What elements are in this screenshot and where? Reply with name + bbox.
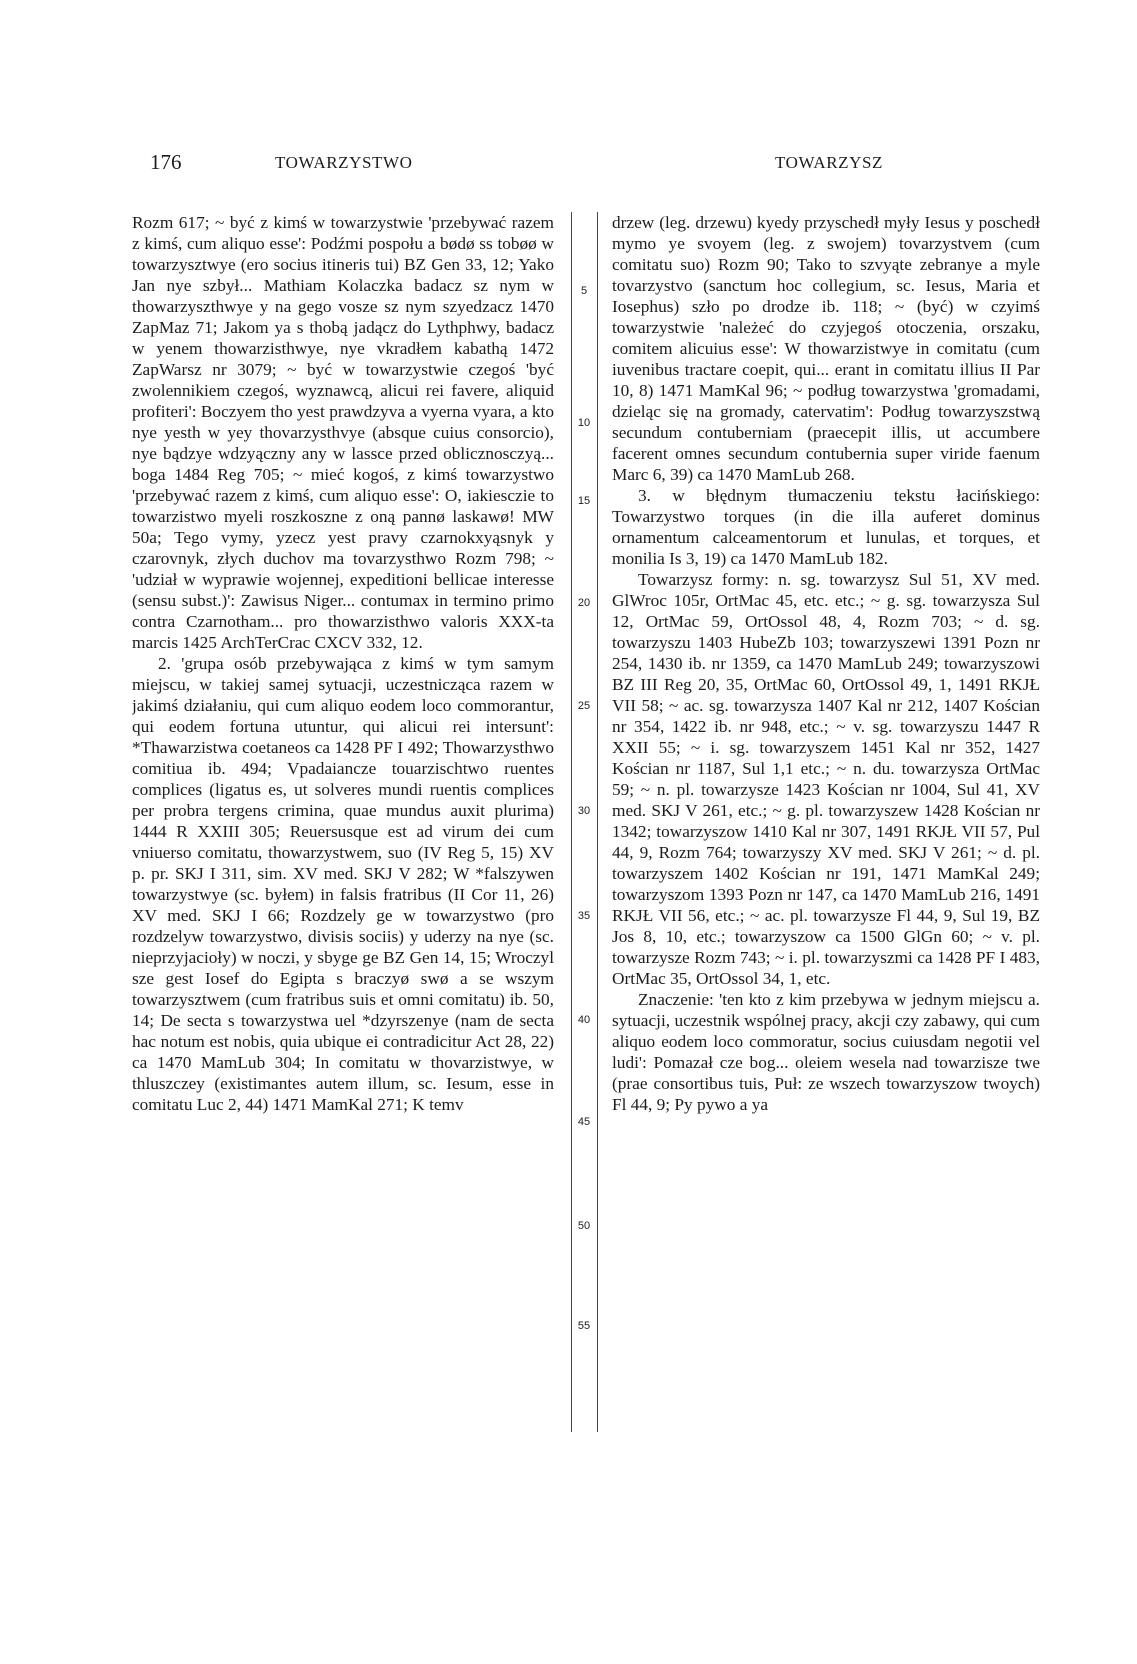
right-running-head: TOWARZYSZ — [775, 153, 884, 172]
left-paragraph-2: 2. 'grupa osób przebywająca z kimś w tym samym miejscu, w takiej samej sytuacji, uczestnicząca razem w jakimś działaniu, qui cum aliquo eodem loco commorantur, qui eodem fortuna utuntur, qui alicui rei intersunt': *Thawarzistwa coetaneos ca 1428 PF I 492; Thowarzysthwo comitiua ib. 494; Vpadaiancze touarzischtwo ruentes complices (ligatus es, ut solveres mundi ruentis complices per probra tergens crimina, quae mundus auxit plurima) 1444 R XXIII 305; Reuersusque est ad virum dei cum vniuerso comitatu, thowarzystwem, suo (IV Reg 5, 15) XV p. pr. SKJ I 311, sim. XV med. SKJ V 282; W *falszywen towarzystwye (sc. byłem) in falsis fratribus (II Cor 11, 26) XV med. SKJ I 66; Rozdzely ge w towarzystwo (pro rozdzelyw towarzystwo, divisis sociis) y uderzy na nye (sc. nieprzyjacioły) w noczi, y sbyge ge BZ Gen 14, 15; Wroczyl sze gest Iosef do Egipta s braczyø swø a se wszym towarzysztwem (cum fratribus suis et omni comitatu) ib. 50, 14; De secta s towarzystwa uel *dzyrszenye (nam de secta hac notum est nobis, quia ubique ei contradicitur Act 28, 22) ca 1470 MamLub 304; In comitatu w thovarzistwye, w thluszczey (existimantes autem illum, sc. Iesum, esse in comitatu Luc 2, 44) 1471 MamKal 271; K temv — [132, 654, 554, 1114]
line-number: 20 — [577, 597, 591, 609]
line-number: 25 — [577, 700, 591, 712]
page-header — [0, 150, 1137, 180]
line-number: 30 — [577, 805, 591, 817]
line-number: 5 — [580, 285, 588, 297]
right-paragraph-2: 3. w błędnym tłumaczeniu tekstu łacińskiego: Towarzystwo torques (in die illa auferet dominus ornamentum calceamentorum et lunulas, et torques, et monilia Is 3, 19) ca 1470 MamLub 182. — [612, 486, 1040, 568]
right-paragraph-3: Towarzysz formy: n. sg. towarzysz Sul 51, XV med. GlWroc 105r, OrtMac 45, etc. etc.; ~ g. sg. towarzysza Sul 12, OrtMac 59, OrtOssol 48, 4, Rozm 703; ~ d. sg. towarzyszu 1403 HubeZb 103; towarzyszewi 1391 Pozn nr 254, 1430 ib. nr 1359, ca 1470 MamLub 249; towarzyszowi BZ III Reg 20, 35, OrtMac 60, OrtOssol 49, 1, 1491 RKJŁ VII 58; ~ ac. sg. towarzysza 1407 Kal nr 212, 1407 Kościan nr 354, 1422 ib. nr 948, etc.; ~ v. sg. towarzyszu 1447 R XXII 55; ~ i. sg. towarzyszem 1451 Kal nr 352, 1427 Kościan nr 1187, Sul 1,1 etc.; ~ n. du. towarzysza OrtMac 59; ~ n. pl. towarzysze 1423 Kościan nr 1004, Sul 41, XV med. SKJ V 261, etc.; ~ g. pl. towarzyszew 1428 Kościan nr 1342; towarzyszow 1410 Kal nr 307, 1491 RKJŁ VII 57, Pul 44, 9, Rozm 764; towarzyszy XV med. SKJ V 261; ~ d. pl. towarzyszem 1402 Kościan nr 191, 1471 MamKal 249; towarzyszom 1393 Pozn nr 147, ca 1470 MamLub 216, 1491 RKJŁ VII 56, etc.; ~ ac. pl. towarzysze Fl 44, 9, Sul 19, BZ Jos 8, 10, etc.; towarzyszow ca 1500 GlGn 60; ~ v. pl. towarzysze Rozm 743; ~ i. pl. towarzyszmi ca 1428 PF I 483, OrtMac 35, OrtOssol 34, 1, etc. — [612, 570, 1040, 988]
line-number: 15 — [577, 495, 591, 507]
left-running-head: TOWARZYSTWO — [275, 153, 413, 172]
line-number: 35 — [577, 910, 591, 922]
line-number: 45 — [577, 1116, 591, 1128]
right-paragraph-4: Znaczenie: 'ten kto z kim przebywa w jednym miejscu a. sytuacji, uczestnik wspólnej pracy, akcji czy zabawy, qui cum aliquo eodem loco commoratur, socius cuiusdam negotii vel ludi': Pomazał cze bog... oleiem wesela nad towarzisze twe (prae consortibus tuis, Puł: ze wszech towarzyszow twoych) Fl 44, 9; Py pywo a ya — [612, 990, 1040, 1114]
line-number: 10 — [577, 417, 591, 429]
line-number: 55 — [577, 1320, 591, 1332]
column-rule-left — [571, 212, 572, 1432]
right-paragraph-1: drzew (leg. drzewu) kyedy przyschedł myły Iesus y poschedł mymo ye svoyem (leg. z swojem) tovarzystvem (cum comitatu suo) Rozm 90; Tako to szvyąte zebranye a myle tovarzystvo (sanctum hoc collegium, sc. Iesus, Maria et Iosephus) szło po drodze ib. 118; ~ (być) w czyimś towarzystwie 'należeć do czyjegoś otoczenia, orszaku, comitem alicuius esse': W thowarzistwye in comitatu (cum iuvenibus tractare coepit, qui... erant in comitatu illius II Par 10, 8) 1471 MamKal 96; ~ podług towarzystwa 'gromadami, dzieląc się na gromady, catervatim': Podług towarzyszstwą secundum contuberniam (praecepit illis, ut accumbere facerent omnes secundum contubernia super viride faenum Marc 6, 39) ca 1470 MamLub 268. — [612, 213, 1040, 484]
left-column — [132, 212, 554, 1430]
line-number: 50 — [577, 1220, 591, 1232]
column-rule-right — [597, 212, 598, 1432]
page-number: 176 — [150, 150, 182, 174]
line-number: 40 — [577, 1014, 591, 1026]
right-column — [612, 212, 1040, 1430]
left-paragraph-1: Rozm 617; ~ być z kimś w towarzystwie 'przebywać razem z kimś, cum aliquo esse': Podźmi pospołu a bødø ss tobøø w towarzysztwye (ero socius itineris tui) BZ Gen 33, 12; Yako Jan nye szbył... Mathiam Kolaczka badacz sz nym w thowarzyszthwye y na gego vosze sz nym szyedzacz 1470 ZapMaz 71; Jakom ya s thobą jadącz do Lythphwy, badacz w yenem thowarzisthwye, nye vkradłem kabathą 1472 ZapWarsz nr 3079; ~ być w towarzystwie czegoś 'być zwolennikiem czegoś, wyznawcą, alicui rei favere, aliquid profiteri': Boczyem tho yest prawdzyva a vyerna vyara, a kto nye yesth w yey thovarzysthvye (absque cuius consorcio), nye bądzye wdzyączny any w lassce przed oblicznosczyą... boga 1484 Reg 705; ~ mieć kogoś, z kimś towarzystwo 'przebywać razem z kimś, cum aliquo esse': O, iakiesczie to towarzistwo myeli roszkoszne z oną pannø laskawø! MW 50a; Tego vymy, yzecz yest pravy czarnokxyąsnyk y czarovnyk, złych duchov ma tovarzysthwo Rozm 798; ~ 'udział w wyprawie wojennej, expeditioni bellicae interesse (sensu subst.)': Zawisus Niger... contumax in termino primo contra Czarnotham... pro thowarzisthwo valoris XXX-ta marcis 1425 ArchTerCrac CXCV 332, 12. — [132, 213, 554, 652]
